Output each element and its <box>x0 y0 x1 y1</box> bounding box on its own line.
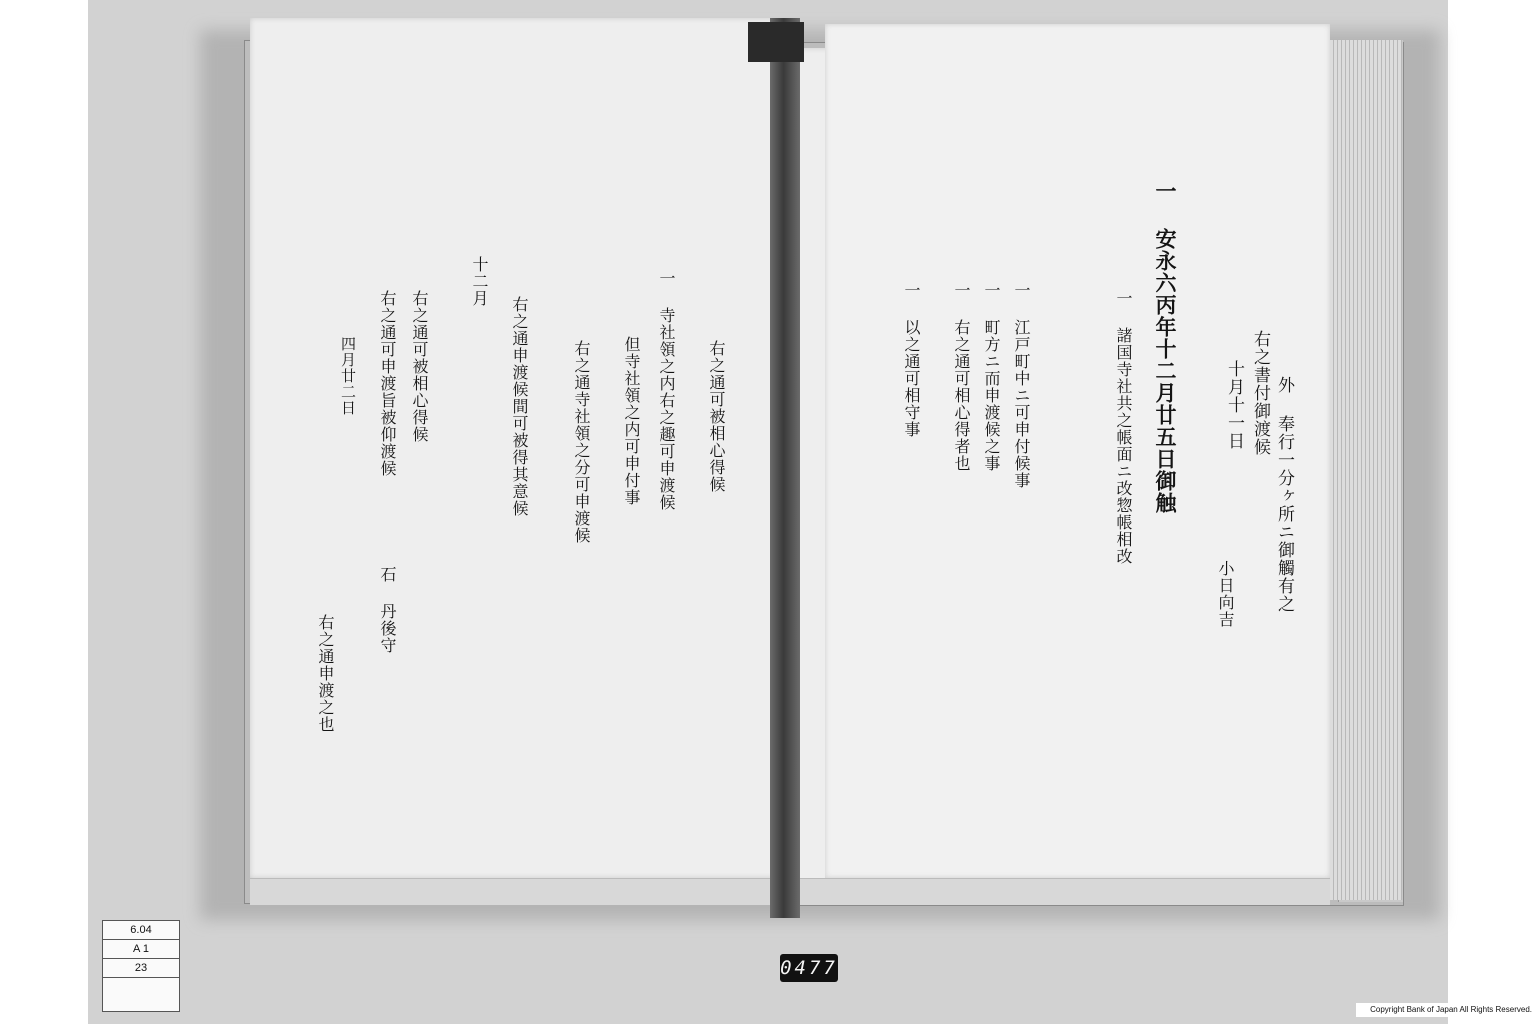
left-col-11: 右之通申渡之也 <box>316 614 335 733</box>
spine-top <box>748 22 804 62</box>
right-col-5: 一 諸国寺社共之帳面ニ改惣帳相改 <box>1114 290 1133 565</box>
book-spine <box>770 18 800 918</box>
left-col-6: 十二月 <box>470 256 489 307</box>
copyright-notice: Copyright Bank of Japan All Rights Reserved. <box>1356 1003 1532 1017</box>
right-col-3: 十月十一日 <box>1224 360 1244 450</box>
frame-number: 0477 <box>780 954 838 982</box>
page-edge-stack <box>1330 40 1402 900</box>
left-col-4: 右之通寺社領之分可申渡候 <box>572 340 591 544</box>
right-heading: 一 安永六丙年十二月廿五日御触 <box>1153 180 1178 514</box>
left-col-9: 四月廿二日 <box>339 336 357 416</box>
right-col-7: 一 町方ニ而申渡候之事 <box>982 282 1001 472</box>
left-col-8: 右之通可申渡旨被仰渡候 <box>378 290 397 477</box>
left-col-7: 右之通可被相心得候 <box>410 290 429 443</box>
left-col-1: 右之通可被相心得候 <box>707 340 726 493</box>
right-col-1: 外 奉行一分ヶ所ニ御觸有之 <box>1274 376 1294 613</box>
index-tag-row: 6.04 <box>103 921 179 940</box>
right-col-6: 一 江戸町中ニ可申付候事 <box>1012 282 1031 489</box>
right-col-4: 小日向吉 <box>1216 560 1235 628</box>
right-col-9: 一 以之通可相守事 <box>902 282 921 438</box>
index-tag-row: A 1 <box>103 940 179 959</box>
index-tag-row <box>103 978 179 1011</box>
left-col-3: 但寺社領之内可申付事 <box>622 336 641 506</box>
left-col-2: 一 寺社領之内右之趣可申渡候 <box>657 270 676 511</box>
index-tag <box>102 920 180 1012</box>
index-tag-row: 23 <box>103 959 179 978</box>
left-col-10: 石 丹後守 <box>378 566 397 654</box>
right-col-2: 右之書付御渡候 <box>1250 330 1270 456</box>
right-col-8: 一 右之通可相心得者也 <box>952 282 971 472</box>
left-col-5: 右之通申渡候間可被得其意候 <box>510 296 529 517</box>
